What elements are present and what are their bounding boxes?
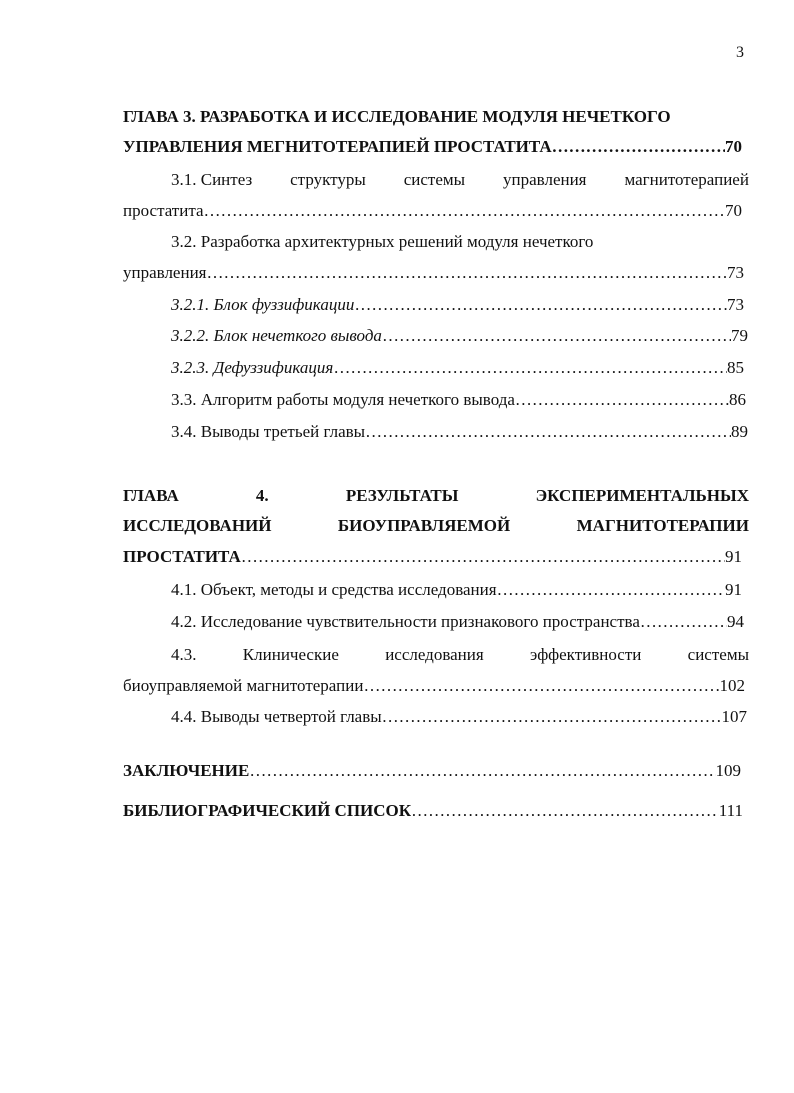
chapter4-heading-line2 [123,516,749,536]
ch4-word: МАГНИТОТЕРАПИИ [576,516,749,535]
s322-title: 3.2.2. Блок нечеткого вывода [171,326,382,345]
section-3-2-1[interactable] [171,295,744,315]
leader-dots [207,263,728,283]
s43-word: исследования [385,645,484,664]
section-3-2-line1: 3.2. Разработка архитектурных решений модуля нечеткого [171,232,594,251]
section-3-1-line1[interactable] [171,170,749,190]
chapter3-heading-line2[interactable] [123,137,742,157]
s43-word: 4.3. [171,645,197,664]
section-3-2-line2[interactable] [123,263,744,283]
leader-dots [333,358,727,378]
s41-page: 91 [725,580,742,599]
s41-title: 4.1. Объект, методы и средства исследования [171,580,497,599]
s31-word: системы [403,170,466,189]
chapter4-heading-line3[interactable] [123,547,742,567]
ch4-word: 4. [255,486,269,505]
s31-page: 70 [725,201,742,220]
ch4-word: РЕЗУЛЬТАТЫ [345,486,459,505]
ch4-word: ЭКСПЕРИМЕНТАЛЬНЫХ [535,486,749,505]
bibliography-title: БИБЛИОГРАФИЧЕСКИЙ СПИСОК [123,801,412,820]
section-3-4[interactable] [171,422,748,442]
leader-dots [363,676,719,696]
s31-word: управления [503,170,587,189]
section-3-1-line2[interactable] [123,201,742,221]
section-3-2-3[interactable] [171,358,744,378]
leader-dots [497,580,725,600]
chapter3-page: 70 [725,137,742,156]
s33-title: 3.3. Алгоритм работы модуля нечеткого вывода [171,390,515,409]
s44-title: 4.4. Выводы четвертой главы [171,707,382,726]
leader-dots [515,390,729,410]
s322-page: 79 [731,326,748,345]
leader-dots [552,137,725,157]
leader-dots [365,422,731,442]
s34-page: 89 [731,422,748,441]
s43-word: эффективности [530,645,642,664]
section-4-4[interactable] [171,707,747,727]
conclusion-entry[interactable] [123,761,741,781]
section-4-2[interactable] [171,612,744,632]
s31-word: магнитотерапией [624,170,749,189]
bibliography-entry[interactable] [123,801,743,821]
leader-dots [204,201,725,221]
s43-word: Клинические [242,645,339,664]
chapter3-heading-line1: ГЛАВА 3. РАЗРАБОТКА И ИССЛЕДОВАНИЕ МОДУЛЯ НЕЧЕТКОГО [123,107,671,126]
conclusion-title: ЗАКЛЮЧЕНИЕ [123,761,250,780]
page-number: 3 [736,44,744,61]
leader-dots [411,801,719,821]
s31-word: структуры [290,170,366,189]
s31-word: 3.1. Синтез [171,170,253,189]
chapter3-title: УПРАВЛЕНИЯ МЕГНИТОТЕРАПИЕЙ ПРОСТАТИТА [123,137,552,156]
s32-title-end: управления [123,263,207,282]
section-4-3-line1[interactable] [171,645,749,665]
chapter4-page: 91 [725,547,742,566]
bibliography-page: 111 [718,801,743,820]
leader-dots [382,707,722,727]
section-4-1[interactable] [171,580,742,600]
leader-dots [354,295,727,315]
s321-title: 3.2.1. Блок фуззификации [171,295,355,314]
s43-page: 102 [719,676,745,695]
chapter4-heading-line1 [123,486,749,506]
leader-dots [640,612,727,632]
s34-title: 3.4. Выводы третьей главы [171,422,366,441]
leader-dots [241,547,725,567]
section-3-3[interactable] [171,390,746,410]
s42-page: 94 [727,612,744,631]
s323-title: 3.2.3. Дефуззификация [171,358,334,377]
chapter4-title-end: ПРОСТАТИТА [123,547,241,566]
s321-page: 73 [727,295,744,314]
s32-page: 73 [727,263,744,282]
s31-title-end: простатита [123,201,204,220]
s43-title-end: биоуправляемой магнитотерапии [123,676,364,695]
section-3-2-2[interactable] [171,326,748,346]
s42-title: 4.2. Исследование чувствительности признакового пространства [171,612,640,631]
ch4-word: ИССЛЕДОВАНИЙ [123,516,272,535]
s323-page: 85 [727,358,744,377]
ch4-word: БИОУПРАВЛЯЕМОЙ [337,516,511,535]
conclusion-page: 109 [715,761,741,780]
leader-dots [382,326,731,346]
s43-word: системы [687,645,749,664]
leader-dots [249,761,715,781]
section-4-3-line2[interactable] [123,676,745,696]
s44-page: 107 [721,707,747,726]
ch4-word: ГЛАВА [123,486,179,505]
s33-page: 86 [729,390,746,409]
